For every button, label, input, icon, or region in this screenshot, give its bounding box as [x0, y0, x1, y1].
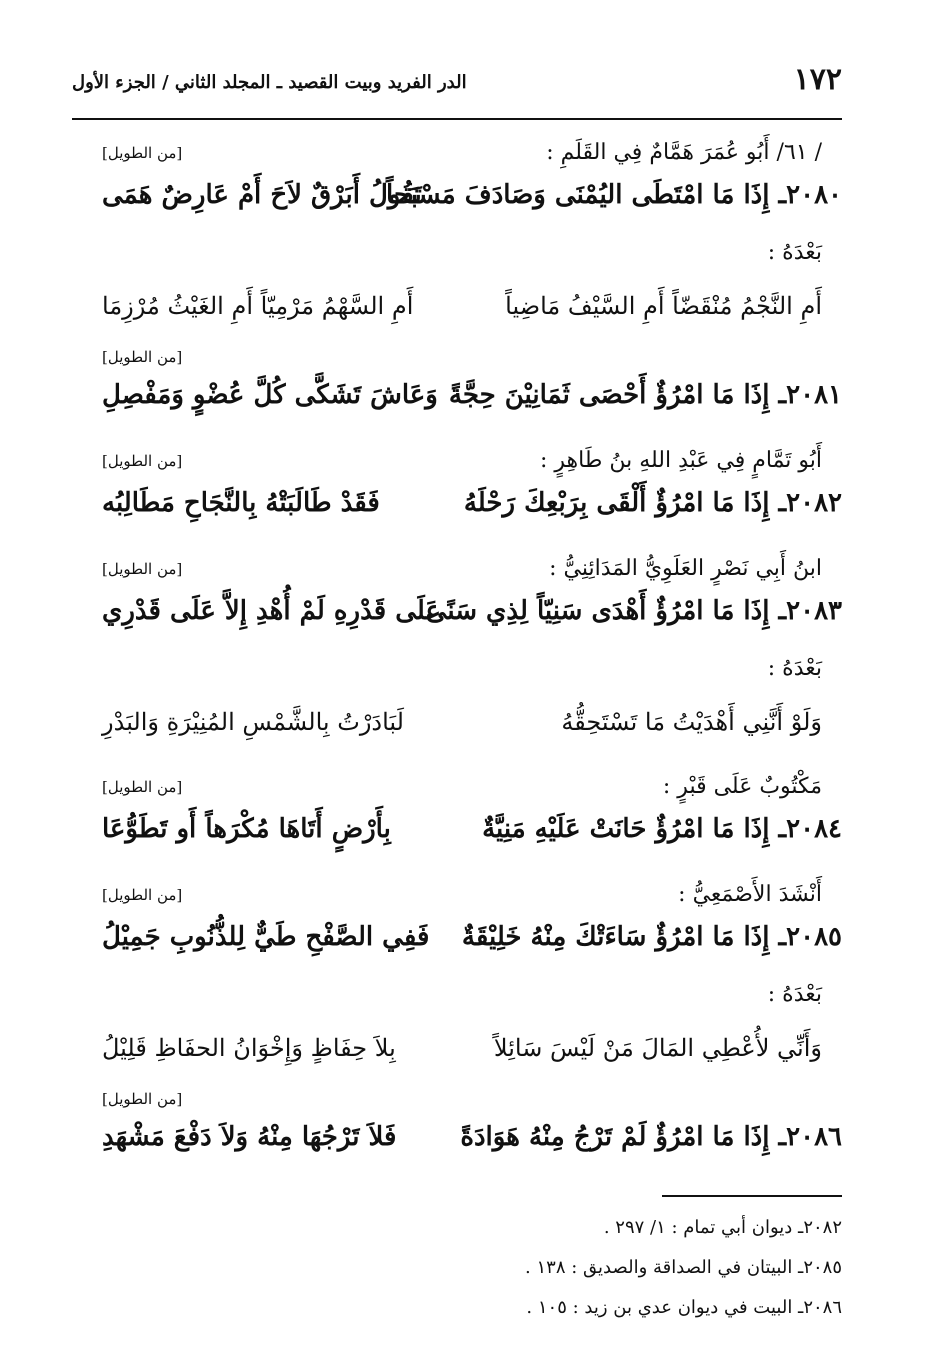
verse-second-hemistich: فَقَدْ طَالَبَتْهُ بِالنَّجَاحِ مَطَالِبُه: [102, 488, 380, 518]
verse-first-hemistich: ٢٠٨٠ـ إِذَا مَا امْتَطَى اليُمْنَى وَصَادَفَ مَسْبَحاً: [386, 180, 842, 210]
verse-first-hemistich: وَلَوْ أَنَّنِي أَهْدَيْتُ مَا تَسْتَحِقُّهُ: [561, 708, 822, 736]
after-text: بَعْدَهُ :: [767, 656, 822, 681]
verse-second-hemistich: تَقُولُ أَبَرْقٌ لاَحَ أَمْ عَارِضٌ هَمَى: [102, 180, 422, 210]
meter-label: [من الطويل]: [102, 560, 183, 578]
page-header: [72, 62, 842, 112]
after-label: [72, 978, 842, 1018]
numbered-verse: [72, 1114, 842, 1178]
numbered-verse: [72, 372, 842, 436]
verse-second-hemistich: وَعَاشَ تَشَكَّى كُلَّ عُضْوٍ وَمَفْصِلِ: [102, 380, 438, 410]
verse-first-hemistich: ٢٠٨٥ـ إِذَا مَا امْرُؤٌ سَاءَتْكَ مِنْهُ خَلِيْقَةٌ: [461, 922, 842, 952]
after-text: بَعْدَهُ :: [767, 982, 822, 1007]
verse-first-hemistich: وَأَنِّي لأُعْطِي المَالَ مَنْ لَيْسَ سَائِلاً: [493, 1034, 822, 1062]
meter-line: [72, 1088, 842, 1114]
intro-text: / ٦١/ أَبُو عُمَرَ هَمَّامٌ فِي القَلَمِ :: [546, 140, 822, 165]
verse-second-hemistich: بِلاَ حِفَاظٍ وَإِخْوَانُ الحفَاظِ قَلِيْلُ: [102, 1034, 396, 1062]
after-text: بَعْدَهُ :: [767, 240, 822, 265]
verse-first-hemistich: ٢٠٨١ـ إِذَا مَا امْرُؤٌ أَحْصَى ثَمَانِيْنَ حِجَّةً: [448, 380, 842, 410]
footnote: ٢٠٨٢ـ ديوان أبي تمام : ١/ ٢٩٧ .: [603, 1217, 842, 1238]
intro-text: مَكْتُوبٌ عَلَى قَبْرٍ :: [662, 774, 822, 799]
poet-introduction: [72, 128, 842, 172]
verse-second-hemistich: بِأَرْضٍ أَتَاهَا مُكْرَهاً أَو تَطَوُّعَا: [102, 814, 391, 844]
verse-first-hemistich: ٢٠٨٣ـ إِذَا مَا امْرُؤٌ أَهْدَى سَنِيّاً لِذِي سَنًى: [425, 596, 842, 626]
footnotes: [72, 1208, 842, 1328]
verse-second-hemistich: أَمِ السَّهْمُ مَرْمِيّاً أَمِ الغَيْثُ مُرْزِمَا: [102, 292, 414, 320]
verse-first-hemistich: ٢٠٨٦ـ إِذَا مَا امْرُؤٌ لَمْ تَرْجُ مِنْهُ هَوَادَةً: [460, 1122, 842, 1152]
verse-first-hemistich: ٢٠٨٢ـ إِذَا مَا امْرُؤٌ أَلْقَى بِرَبْعِكَ رَحْلَهُ: [463, 488, 842, 518]
meter-label: [من الطويل]: [102, 778, 183, 796]
poet-introduction: [72, 762, 842, 806]
intro-text: ابنُ أَبِي نَصْرٍ العَلَوِيُّ المَدَائِنِيُّ :: [549, 556, 822, 581]
poet-introduction: [72, 870, 842, 914]
header-rule: [72, 118, 842, 120]
meter-label: [من الطويل]: [102, 1090, 183, 1108]
numbered-verse: [72, 806, 842, 870]
poet-introduction: [72, 544, 842, 588]
meter-label: [من الطويل]: [102, 452, 183, 470]
continuation-verse: [72, 692, 842, 762]
verse-second-hemistich: لَبَادَرْتُ بِالشَّمْسِ المُنِيْرَةِ وَالبَدْرِ: [102, 708, 404, 736]
numbered-verse: [72, 480, 842, 544]
poet-introduction: [72, 436, 842, 480]
continuation-verse: [72, 1018, 842, 1088]
meter-line: [72, 346, 842, 372]
numbered-verse: [72, 914, 842, 978]
numbered-verse: [72, 172, 842, 236]
verse-second-hemistich: عَلَى قَدْرِهِ لَمْ أُهْدِ إِلاَّ عَلَى قَدْرِي: [102, 596, 441, 626]
poem-body: [72, 128, 842, 1178]
page-number: ١٧٢: [793, 62, 842, 97]
footnote: ٢٠٨٦ـ البيت في ديوان عدي بن زيد : ١٠٥ .: [526, 1297, 842, 1318]
verse-first-hemistich: ٢٠٨٤ـ إِذَا مَا امْرُؤٌ حَانَتْ عَلَيْهِ مَنِيَّةٌ: [482, 814, 842, 844]
after-label: [72, 236, 842, 276]
meter-label: [من الطويل]: [102, 348, 183, 366]
intro-text: أَبُو تَمَّامٍ فِي عَبْدِ اللهِ بنُ طَاهِرٍ :: [539, 448, 822, 473]
verse-second-hemistich: فَفِي الصَّفْحِ طَيٌّ لِلذُّنُوبِ جَمِيْلُ: [102, 922, 430, 952]
continuation-verse: [72, 276, 842, 346]
numbered-verse: [72, 588, 842, 652]
after-label: [72, 652, 842, 692]
meter-label: [من الطويل]: [102, 144, 183, 162]
verse-second-hemistich: فَلاَ تَرْجُهَا مِنْهُ وَلاَ دَفْعَ مَشْهَدِ: [102, 1122, 397, 1152]
running-title: الدر الفريد وبيت القصيد ـ المجلد الثاني / الجزء الأول: [72, 72, 467, 93]
meter-label: [من الطويل]: [102, 886, 183, 904]
intro-text: أَنْشَدَ الأَصْمَعِيُّ :: [678, 882, 822, 907]
footnote-rule: [662, 1195, 842, 1197]
verse-first-hemistich: أَمِ النَّجْمُ مُنْقَضّاً أَمِ السَّيْفُ مَاضِياً: [505, 292, 822, 320]
footnote: ٢٠٨٥ـ البيتان في الصداقة والصديق : ١٣٨ .: [525, 1257, 842, 1278]
